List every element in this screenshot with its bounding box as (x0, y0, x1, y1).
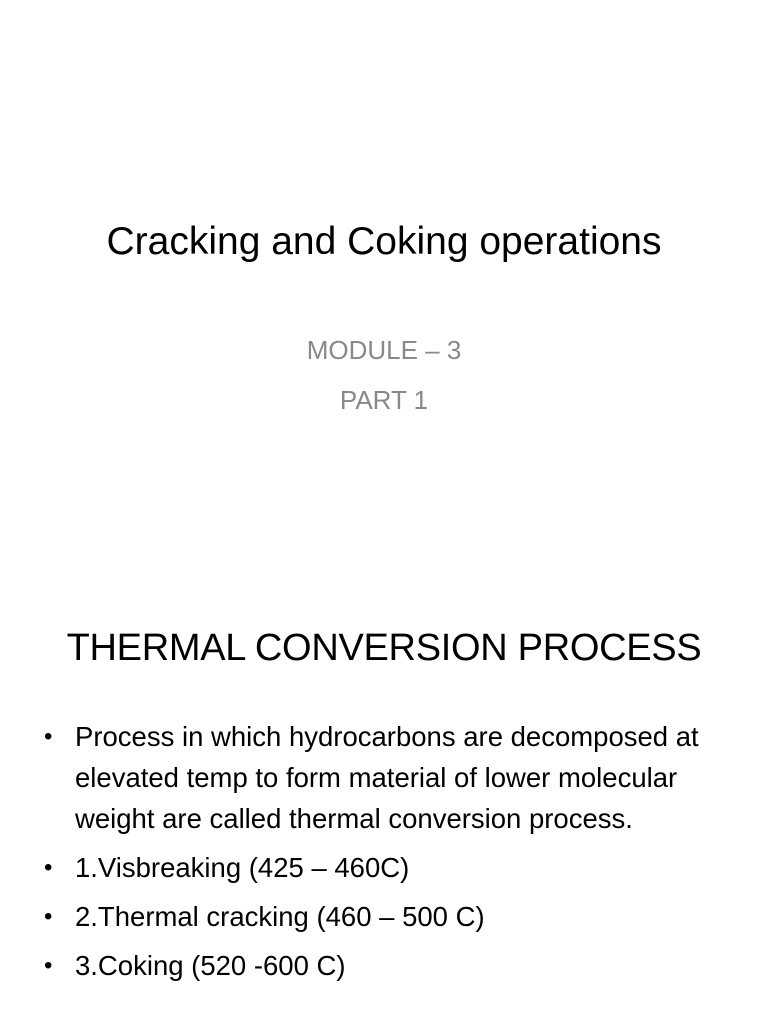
bullet-text: Process in which hydrocarbons are decomposed at elevated temp to form material of lower molecular weight are called thermal conversion process. (75, 721, 699, 834)
bullet-text: 3.Coking (520 -600 C) (75, 950, 346, 981)
slide-title: Cracking and Coking operations (106, 220, 662, 263)
subtitle-module: MODULE – 3 (306, 335, 462, 365)
bullet-icon: • (44, 903, 53, 930)
bullet-icon: • (44, 854, 53, 881)
bullet-text: 2.Thermal cracking (460 – 500 C) (75, 901, 485, 932)
bullet-icon: • (44, 723, 53, 750)
slide-2 (0, 576, 768, 1024)
bullet-list (40, 716, 730, 994)
slide-title: THERMAL CONVERSION PROCESS (66, 627, 702, 669)
bullet-item (40, 847, 730, 888)
bullet-item (40, 896, 730, 937)
bullet-item (40, 945, 730, 986)
bullet-text: 1.Visbreaking (425 – 460C) (75, 852, 410, 883)
bullet-item (40, 716, 730, 839)
subtitle-part: PART 1 (339, 385, 429, 415)
bullet-icon: • (44, 952, 53, 979)
